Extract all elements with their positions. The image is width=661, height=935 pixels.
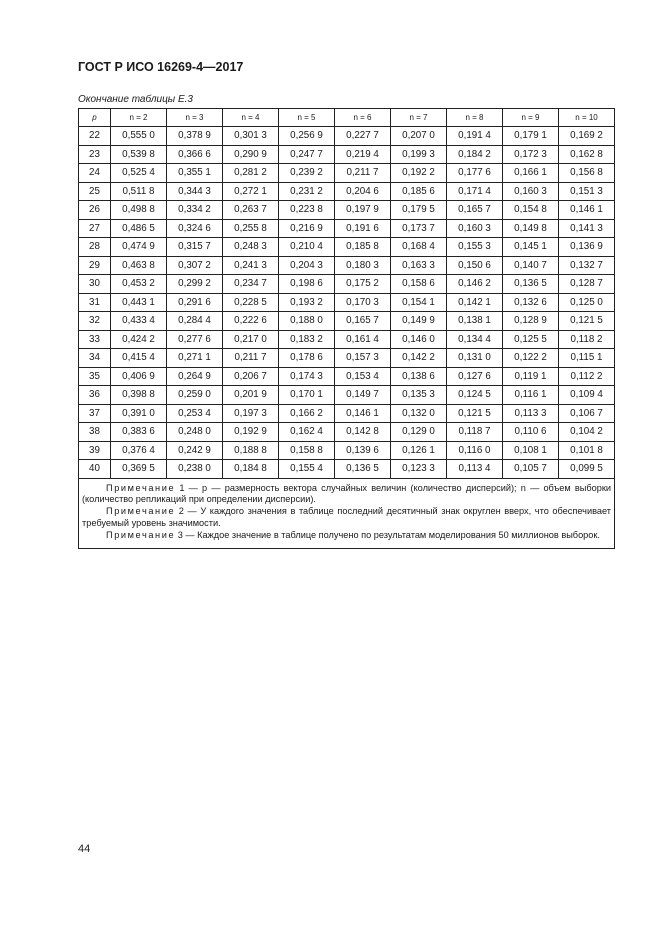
table-cell: 0,142 1 (447, 293, 503, 312)
table-cell: 0,324 6 (167, 219, 223, 238)
table-cell: 0,166 2 (279, 404, 335, 423)
table-cell: 0,204 3 (279, 256, 335, 275)
row-p-cell: 31 (79, 293, 111, 312)
table-cell: 0,511 8 (111, 182, 167, 201)
table-cell: 0,376 4 (111, 441, 167, 460)
table-cell: 0,222 6 (223, 312, 279, 331)
table-cell: 0,170 3 (335, 293, 391, 312)
row-p-cell: 24 (79, 164, 111, 183)
table-cell: 0,160 3 (447, 219, 503, 238)
table-cell: 0,219 4 (335, 145, 391, 164)
table-cell: 0,154 1 (391, 293, 447, 312)
row-p-cell: 39 (79, 441, 111, 460)
table-row (79, 201, 615, 220)
table-row (79, 312, 615, 331)
table-cell: 0,301 3 (223, 127, 279, 146)
table-cell: 0,210 4 (279, 238, 335, 257)
table-cell: 0,173 7 (391, 219, 447, 238)
table-cell: 0,206 7 (223, 367, 279, 386)
table-cell: 0,174 3 (279, 367, 335, 386)
table-cell: 0,169 2 (559, 127, 615, 146)
notes-cell (79, 478, 615, 549)
table-cell: 0,113 4 (447, 460, 503, 479)
column-header-n: n = 5 (279, 109, 335, 127)
table-cell: 0,155 4 (279, 460, 335, 479)
table-cell: 0,132 0 (391, 404, 447, 423)
table-cell: 0,344 3 (167, 182, 223, 201)
note (82, 506, 611, 530)
table-cell: 0,109 4 (559, 386, 615, 405)
table-cell: 0,146 2 (447, 275, 503, 294)
column-header-n: n = 6 (335, 109, 391, 127)
table-cell: 0,555 0 (111, 127, 167, 146)
table-row (79, 127, 615, 146)
table-row (79, 404, 615, 423)
table-cell: 0,142 2 (391, 349, 447, 368)
table-cell: 0,126 1 (391, 441, 447, 460)
row-p-cell: 29 (79, 256, 111, 275)
row-p-cell: 38 (79, 423, 111, 442)
column-header-p: p (79, 109, 111, 127)
table-cell: 0,192 2 (391, 164, 447, 183)
table-cell: 0,151 3 (559, 182, 615, 201)
table-cell: 0,132 6 (503, 293, 559, 312)
table-cell: 0,201 9 (223, 386, 279, 405)
table-cell: 0,121 5 (447, 404, 503, 423)
table-cell: 0,124 5 (447, 386, 503, 405)
table-cell: 0,192 9 (223, 423, 279, 442)
table-cell: 0,112 2 (559, 367, 615, 386)
table-cell: 0,271 1 (167, 349, 223, 368)
table-cell: 0,453 2 (111, 275, 167, 294)
table-cell: 0,299 2 (167, 275, 223, 294)
table-cell: 0,227 7 (335, 127, 391, 146)
table-cell: 0,172 3 (503, 145, 559, 164)
table-cell: 0,146 0 (391, 330, 447, 349)
table-cell: 0,158 8 (279, 441, 335, 460)
note (82, 530, 611, 542)
table-cell: 0,256 9 (279, 127, 335, 146)
table-cell: 0,162 8 (559, 145, 615, 164)
notes-row (79, 478, 615, 549)
table-cell: 0,141 3 (559, 219, 615, 238)
table-cell: 0,383 6 (111, 423, 167, 442)
column-header-n: n = 7 (391, 109, 447, 127)
column-header-n: n = 2 (111, 109, 167, 127)
table-cell: 0,198 6 (279, 275, 335, 294)
table-cell: 0,115 1 (559, 349, 615, 368)
column-header-n: n = 4 (223, 109, 279, 127)
table-cell: 0,184 8 (223, 460, 279, 479)
table-caption: Окончание таблицы Е.3 (78, 94, 193, 105)
table-cell: 0,129 0 (391, 423, 447, 442)
table-cell: 0,539 8 (111, 145, 167, 164)
table-row (79, 219, 615, 238)
row-p-cell: 30 (79, 275, 111, 294)
table-cell: 0,211 7 (223, 349, 279, 368)
table-cell: 0,264 9 (167, 367, 223, 386)
table-cell: 0,391 0 (111, 404, 167, 423)
table-cell: 0,128 7 (559, 275, 615, 294)
table-cell: 0,199 3 (391, 145, 447, 164)
table-cell: 0,486 5 (111, 219, 167, 238)
table-cell: 0,334 2 (167, 201, 223, 220)
table-row (79, 441, 615, 460)
table-row (79, 182, 615, 201)
table-cell: 0,184 2 (447, 145, 503, 164)
table-cell: 0,284 4 (167, 312, 223, 331)
table-cell: 0,241 3 (223, 256, 279, 275)
table-cell: 0,248 3 (223, 238, 279, 257)
table-cell: 0,216 9 (279, 219, 335, 238)
table-cell: 0,255 8 (223, 219, 279, 238)
table-cell: 0,223 8 (279, 201, 335, 220)
table-cell: 0,290 9 (223, 145, 279, 164)
row-p-cell: 33 (79, 330, 111, 349)
row-p-cell: 23 (79, 145, 111, 164)
table-row (79, 386, 615, 405)
table-cell: 0,138 6 (391, 367, 447, 386)
note-label: Примечание (106, 530, 176, 541)
table-cell: 0,315 7 (167, 238, 223, 257)
table-cell: 0,247 7 (279, 145, 335, 164)
table-cell: 0,239 2 (279, 164, 335, 183)
row-p-cell: 26 (79, 201, 111, 220)
table-cell: 0,146 1 (559, 201, 615, 220)
table-cell: 0,259 0 (167, 386, 223, 405)
table-cell: 0,136 5 (335, 460, 391, 479)
table-row (79, 330, 615, 349)
table-cell: 0,179 5 (391, 201, 447, 220)
table-row (79, 275, 615, 294)
table-cell: 0,135 3 (391, 386, 447, 405)
table-cell: 0,165 7 (335, 312, 391, 331)
note-text: 2 — У каждого значения в таблице последний десятичный знак округлен вверх, что обеспечивает требуемый уровень значимости. (82, 506, 611, 529)
table-cell: 0,238 0 (167, 460, 223, 479)
table-row (79, 367, 615, 386)
table-cell: 0,525 4 (111, 164, 167, 183)
table-cell: 0,113 3 (503, 404, 559, 423)
table-cell: 0,105 7 (503, 460, 559, 479)
table-cell: 0,136 5 (503, 275, 559, 294)
table-cell: 0,145 1 (503, 238, 559, 257)
table-cell: 0,193 2 (279, 293, 335, 312)
table-cell: 0,104 2 (559, 423, 615, 442)
table-cell: 0,122 2 (503, 349, 559, 368)
note-text: 3 — Каждое значение в таблице получено по результатам моделирования 50 миллионов выборок. (175, 530, 600, 541)
table-cell: 0,207 0 (391, 127, 447, 146)
table-cell: 0,116 1 (503, 386, 559, 405)
table-cell: 0,415 4 (111, 349, 167, 368)
table-cell: 0,433 4 (111, 312, 167, 331)
data-table (78, 108, 615, 549)
table-body (79, 127, 615, 479)
table-cell: 0,463 8 (111, 256, 167, 275)
table-cell: 0,138 1 (447, 312, 503, 331)
table-cell: 0,253 4 (167, 404, 223, 423)
table-cell: 0,424 2 (111, 330, 167, 349)
table-cell: 0,291 6 (167, 293, 223, 312)
table-cell: 0,149 7 (335, 386, 391, 405)
table-cell: 0,110 6 (503, 423, 559, 442)
table-cell: 0,178 6 (279, 349, 335, 368)
table-cell: 0,170 1 (279, 386, 335, 405)
table-cell: 0,155 3 (447, 238, 503, 257)
table-row (79, 256, 615, 275)
table-cell: 0,125 5 (503, 330, 559, 349)
table-row (79, 145, 615, 164)
table-cell: 0,228 5 (223, 293, 279, 312)
table-cell: 0,163 3 (391, 256, 447, 275)
row-p-cell: 37 (79, 404, 111, 423)
table-cell: 0,197 3 (223, 404, 279, 423)
table-cell: 0,128 9 (503, 312, 559, 331)
row-p-cell: 32 (79, 312, 111, 331)
row-p-cell: 34 (79, 349, 111, 368)
table-cell: 0,123 3 (391, 460, 447, 479)
table-cell: 0,168 4 (391, 238, 447, 257)
table-cell: 0,248 0 (167, 423, 223, 442)
table-cell: 0,156 8 (559, 164, 615, 183)
table-cell: 0,158 6 (391, 275, 447, 294)
table-cell: 0,498 8 (111, 201, 167, 220)
table-cell: 0,197 9 (335, 201, 391, 220)
table-cell: 0,369 5 (111, 460, 167, 479)
table-row (79, 293, 615, 312)
table-cell: 0,281 2 (223, 164, 279, 183)
table-cell: 0,134 4 (447, 330, 503, 349)
table-cell: 0,307 2 (167, 256, 223, 275)
table-cell: 0,204 6 (335, 182, 391, 201)
table-row (79, 423, 615, 442)
table-cell: 0,217 0 (223, 330, 279, 349)
column-header-n: n = 8 (447, 109, 503, 127)
page-number: 44 (78, 843, 91, 855)
table-cell: 0,185 6 (391, 182, 447, 201)
table-cell: 0,277 6 (167, 330, 223, 349)
table-row (79, 349, 615, 368)
row-p-cell: 27 (79, 219, 111, 238)
row-p-cell: 28 (79, 238, 111, 257)
column-header-n: n = 10 (559, 109, 615, 127)
table-cell: 0,132 7 (559, 256, 615, 275)
table-cell: 0,263 7 (223, 201, 279, 220)
table-cell: 0,180 3 (335, 256, 391, 275)
table-cell: 0,127 6 (447, 367, 503, 386)
table-cell: 0,242 9 (167, 441, 223, 460)
table-row (79, 460, 615, 479)
table-cell: 0,116 0 (447, 441, 503, 460)
table-cell: 0,191 4 (447, 127, 503, 146)
table-cell: 0,231 2 (279, 182, 335, 201)
table-cell: 0,474 9 (111, 238, 167, 257)
table-cell: 0,118 7 (447, 423, 503, 442)
row-p-cell: 22 (79, 127, 111, 146)
row-p-cell: 36 (79, 386, 111, 405)
column-header-n: n = 3 (167, 109, 223, 127)
table-cell: 0,183 2 (279, 330, 335, 349)
table-cell: 0,140 7 (503, 256, 559, 275)
note-text: 1 — p — размерность вектора случайных величин (количество дисперсий); n — объем выборки (количество репликаций при определении дисперсии). (82, 482, 611, 505)
note-label: Примечание (106, 482, 176, 493)
table-cell: 0,234 7 (223, 275, 279, 294)
table-cell: 0,175 2 (335, 275, 391, 294)
table-cell: 0,179 1 (503, 127, 559, 146)
table-cell: 0,177 6 (447, 164, 503, 183)
table-row (79, 164, 615, 183)
table-cell: 0,171 4 (447, 182, 503, 201)
note (82, 483, 611, 507)
table-cell: 0,185 8 (335, 238, 391, 257)
row-p-cell: 35 (79, 367, 111, 386)
table-cell: 0,099 5 (559, 460, 615, 479)
table-cell: 0,150 6 (447, 256, 503, 275)
table-cell: 0,165 7 (447, 201, 503, 220)
table-cell: 0,106 7 (559, 404, 615, 423)
table-cell: 0,161 4 (335, 330, 391, 349)
table-cell: 0,153 4 (335, 367, 391, 386)
table-row (79, 238, 615, 257)
table-cell: 0,108 1 (503, 441, 559, 460)
table-cell: 0,157 3 (335, 349, 391, 368)
table-cell: 0,398 8 (111, 386, 167, 405)
table-header-row (79, 109, 615, 127)
column-header-n: n = 9 (503, 109, 559, 127)
table-cell: 0,154 8 (503, 201, 559, 220)
table-cell: 0,191 6 (335, 219, 391, 238)
table-cell: 0,146 1 (335, 404, 391, 423)
table-cell: 0,211 7 (335, 164, 391, 183)
document-header: ГОСТ Р ИСО 16269-4—2017 (78, 60, 244, 74)
note-label: Примечание (106, 506, 176, 517)
table-cell: 0,101 8 (559, 441, 615, 460)
table-cell: 0,162 4 (279, 423, 335, 442)
table-cell: 0,166 1 (503, 164, 559, 183)
table-cell: 0,355 1 (167, 164, 223, 183)
table-cell: 0,149 8 (503, 219, 559, 238)
table-cell: 0,119 1 (503, 367, 559, 386)
table-cell: 0,272 1 (223, 182, 279, 201)
row-p-cell: 25 (79, 182, 111, 201)
row-p-cell: 40 (79, 460, 111, 479)
table-cell: 0,139 6 (335, 441, 391, 460)
table-cell: 0,443 1 (111, 293, 167, 312)
table-cell: 0,160 3 (503, 182, 559, 201)
table-cell: 0,149 9 (391, 312, 447, 331)
table-cell: 0,118 2 (559, 330, 615, 349)
table-cell: 0,142 8 (335, 423, 391, 442)
table-cell: 0,136 9 (559, 238, 615, 257)
table-cell: 0,121 5 (559, 312, 615, 331)
table-cell: 0,131 0 (447, 349, 503, 368)
table-cell: 0,125 0 (559, 293, 615, 312)
table-cell: 0,378 9 (167, 127, 223, 146)
table-cell: 0,366 6 (167, 145, 223, 164)
table-cell: 0,406 9 (111, 367, 167, 386)
table-cell: 0,188 0 (279, 312, 335, 331)
table-cell: 0,188 8 (223, 441, 279, 460)
